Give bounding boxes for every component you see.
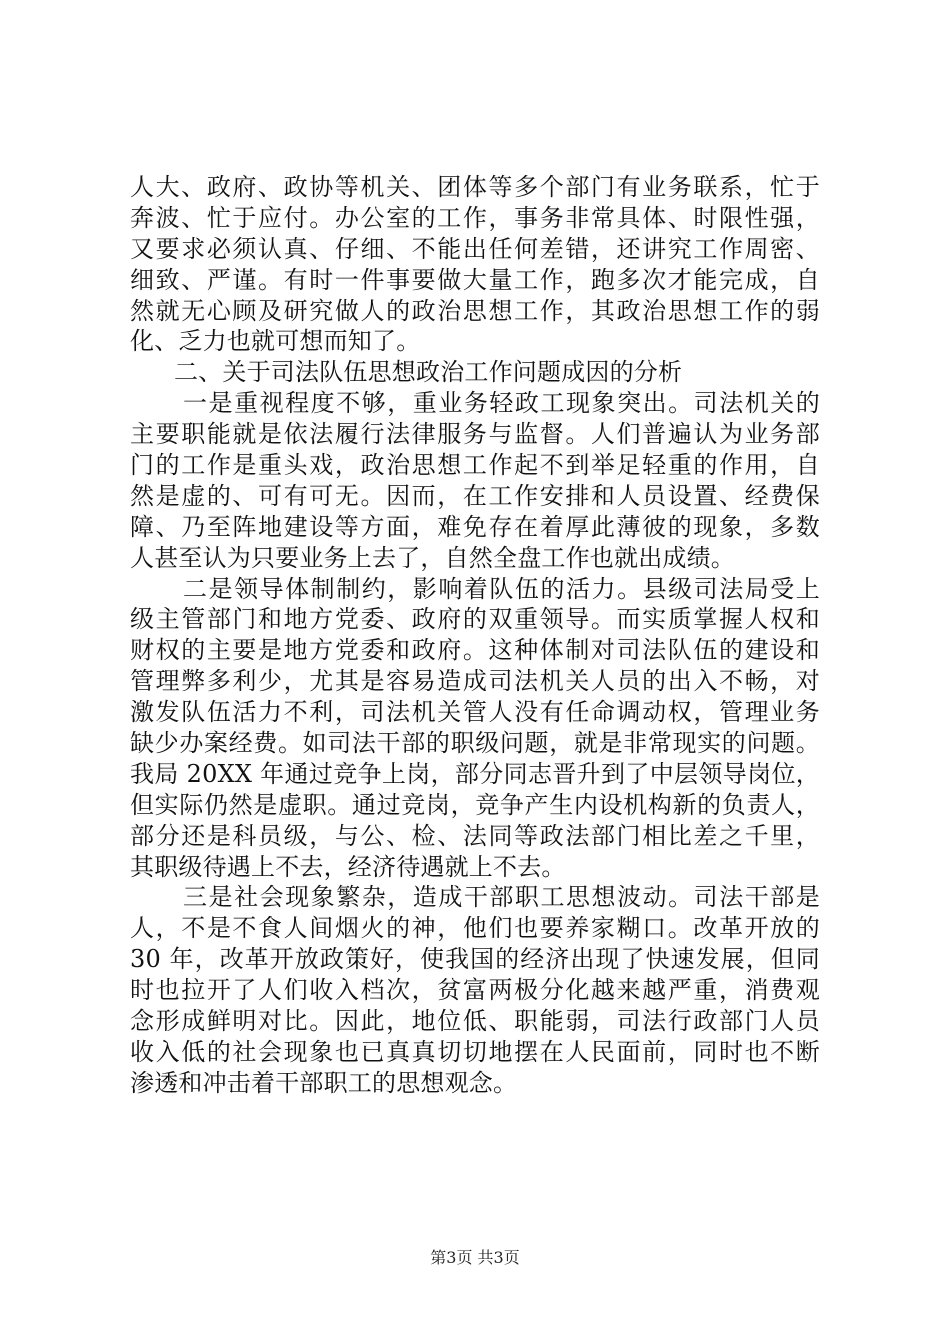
text-line: 人大、政府、政协等机关、团体等多个部门有业务联系，忙于 bbox=[130, 173, 820, 201]
text-line: 级主管部门和地方党委、政府的双重领导。而实质掌握人权和 bbox=[130, 605, 820, 634]
text-line: 然就无心顾及研究做人的政治思想工作，其政治思想工作的弱 bbox=[130, 296, 820, 325]
text-line: 障、乃至阵地建设等方面，难免存在着厚此薄彼的现象，多数 bbox=[130, 512, 820, 541]
text-line: 然是虚的、可有可无。因而，在工作安排和人员设置、经费保 bbox=[130, 481, 820, 510]
text-line: 其职级待遇上不去，经济待遇就上不去。 bbox=[130, 852, 566, 881]
text-line: 主要职能就是依法履行法律服务与监督。人们普遍认为业务部 bbox=[130, 420, 820, 449]
text-line: 奔波、忙于应付。办公室的工作，事务非常具体、时限性强， bbox=[130, 203, 820, 232]
text-line: 细致、严谨。有时一件事要做大量工作，跑多次才能完成，自 bbox=[130, 265, 820, 294]
text-line: 门的工作是重头戏，政治思想工作起不到举足轻重的作用，自 bbox=[130, 451, 820, 480]
text-line: 激发队伍活力不利，司法机关管人没有任命调动权，管理业务 bbox=[130, 698, 820, 727]
text-line: 30 年，改革开放政策好，使我国的经济出现了快速发展，但同 bbox=[130, 945, 820, 974]
text-line: 三是社会现象繁杂，造成干部职工思想波动。司法干部是 bbox=[183, 883, 820, 912]
text-line: 渗透和冲击着干部职工的思想观念。 bbox=[130, 1068, 518, 1097]
document-body bbox=[130, 172, 820, 1099]
text-line: 财权的主要是地方党委和政府。这种体制对司法队伍的建设和 bbox=[130, 636, 820, 665]
section-heading: 二、关于司法队伍思想政治工作问题成因的分析 bbox=[174, 358, 683, 387]
text-line: 二是领导体制制约，影响着队伍的活力。县级司法局受上 bbox=[183, 574, 820, 603]
page-footer: 第3页 共3页 bbox=[430, 1248, 520, 1267]
text-line: 我局 20XX 年通过竞争上岗，部分同志晋升到了中层领导岗位， bbox=[130, 759, 820, 788]
text-line: 部分还是科员级，与公、检、法同等政法部门相比差之千里， bbox=[130, 821, 820, 850]
text-line: 人，不是不食人间烟火的神，他们也要养家糊口。改革开放的 bbox=[130, 914, 820, 943]
text-line: 缺少办案经费。如司法干部的职级问题，就是非常现实的问题。 bbox=[130, 729, 820, 758]
text-line: 时也拉开了人们收入档次，贫富两极分化越来越严重，消费观 bbox=[130, 976, 820, 1005]
text-line: 收入低的社会现象也已真真切切地摆在人民面前，同时也不断 bbox=[130, 1037, 820, 1066]
text-line: 管理弊多利少，尤其是容易造成司法机关人员的出入不畅，对 bbox=[130, 667, 820, 696]
text-line: 一是重视程度不够，重业务轻政工现象突出。司法机关的 bbox=[183, 389, 820, 418]
text-line: 化、乏力也就可想而知了。 bbox=[130, 327, 421, 356]
text-line: 念形成鲜明对比。因此，地位低、职能弱，司法行政部门人员 bbox=[130, 1007, 820, 1036]
text-line: 人甚至认为只要业务上去了，自然全盘工作也就出成绩。 bbox=[130, 543, 735, 572]
text-line: 又要求必须认真、仔细、不能出任何差错，还讲究工作周密、 bbox=[130, 234, 820, 263]
text-line: 但实际仍然是虚职。通过竞岗，竞争产生内设机构新的负责人， bbox=[130, 790, 820, 819]
